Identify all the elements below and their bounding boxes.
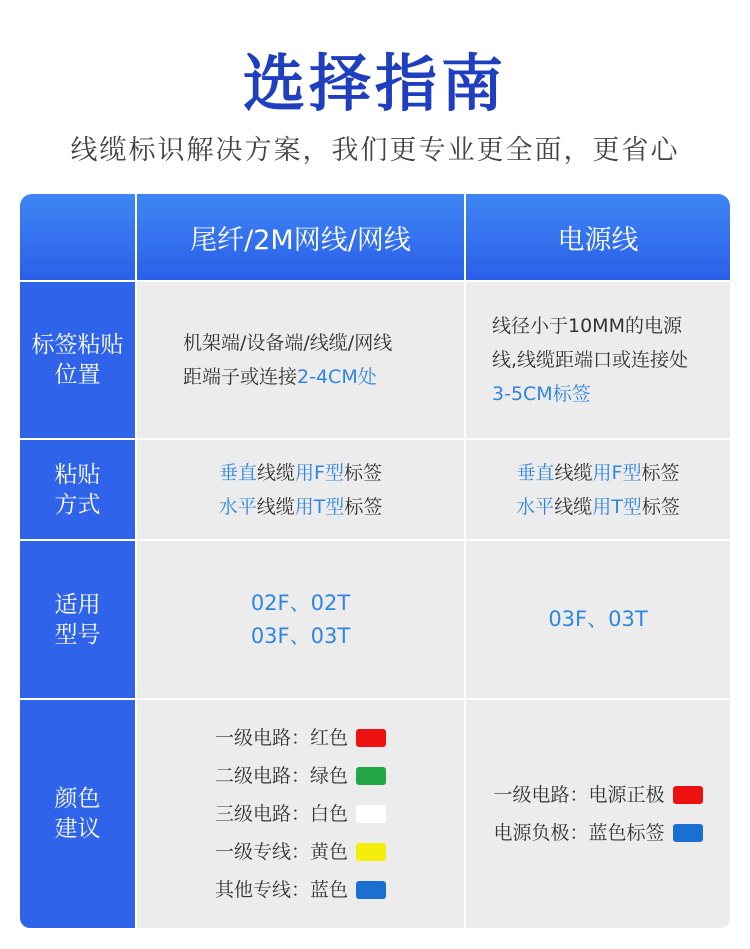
row-label-method — [20, 440, 135, 539]
cell-text — [517, 456, 680, 490]
model-codes: 03F、03T — [250, 623, 351, 648]
color-item — [215, 871, 386, 909]
row-label-line: 建议 — [54, 816, 101, 842]
color-item — [215, 757, 386, 795]
highlight-type: 用T型 — [592, 495, 642, 518]
color-item — [215, 795, 386, 833]
cell-text-part: 线缆 — [554, 495, 593, 518]
cell-colors-fiber — [137, 700, 464, 928]
cell-text-part: 线缆 — [257, 461, 296, 484]
color-item — [493, 776, 702, 814]
red-swatch — [673, 786, 703, 804]
cell-models-fiber — [137, 541, 464, 698]
color-item-label: 三级电路：白色 — [214, 803, 348, 825]
page-subtitle: 线缆标识解决方案，我们更专业更全面，更省心 — [70, 135, 680, 166]
yellow-swatch — [356, 843, 386, 861]
cell-text: 机架端/设备端/线缆/网线 — [183, 332, 393, 354]
cell-text-part: 标签 — [344, 495, 383, 518]
highlight-vertical: 垂直 — [516, 461, 555, 484]
red-swatch — [356, 729, 386, 747]
highlight-horizontal: 水平 — [218, 495, 257, 518]
cell-position-power — [466, 282, 730, 438]
color-item — [493, 814, 702, 852]
highlight-type: 用T型 — [294, 495, 345, 518]
highlight-horizontal: 水平 — [516, 495, 555, 518]
highlight-type: 用F型 — [592, 461, 642, 484]
highlight-vertical: 垂直 — [219, 461, 258, 484]
blue-swatch — [673, 824, 703, 842]
color-item-label: 一级电路：红色 — [214, 727, 348, 749]
cell-text-part: 标签 — [641, 461, 680, 484]
selection-guide-table — [20, 194, 730, 928]
highlight-distance: 3-5CM标签 — [492, 383, 591, 405]
color-item-label: 一级专线：黄色 — [214, 841, 348, 863]
color-item-label: 二级电路：绿色 — [214, 765, 348, 787]
green-swatch — [356, 767, 386, 785]
color-item-label: 其他专线：蓝色 — [214, 879, 348, 901]
cell-text — [219, 490, 383, 524]
highlight-distance: 2-4CM处 — [297, 366, 377, 388]
color-item — [215, 833, 386, 871]
cell-text-part: 距端子或连接 — [183, 366, 298, 388]
cell-text-part: 标签 — [343, 461, 382, 484]
model-codes: 03F、03T — [548, 607, 648, 631]
white-swatch — [356, 805, 386, 823]
cell-text — [183, 360, 377, 394]
page-title: 选择指南 — [242, 47, 507, 120]
cell-text-part: 线缆 — [256, 495, 295, 518]
row-label-models — [20, 541, 135, 698]
color-item — [215, 719, 386, 757]
row-label-line: 标签粘贴 — [31, 332, 124, 358]
color-item-label: 一级电路：电源正极 — [493, 784, 665, 806]
cell-method-power — [466, 440, 730, 539]
row-label-color — [20, 700, 135, 928]
column-header-fiber-network: 尾纤/2M网线/网线 — [137, 194, 464, 280]
row-label-line: 粘贴 — [54, 461, 101, 488]
color-item-label: 电源负极：蓝色标签 — [493, 822, 665, 844]
cell-models-power — [466, 541, 730, 698]
row-label-line: 型号 — [54, 621, 101, 648]
row-label-line: 适用 — [54, 591, 101, 618]
row-label-line: 位置 — [54, 362, 101, 388]
cell-text: 线,线缆距端口或连接处 — [492, 349, 689, 371]
row-label-position — [20, 282, 135, 438]
cell-text-part: 标签 — [641, 495, 680, 518]
cell-colors-power — [466, 700, 730, 928]
cell-position-fiber — [137, 282, 464, 438]
table-header-corner — [20, 194, 135, 280]
cell-text-part: 线缆 — [554, 461, 593, 484]
cell-text — [516, 490, 680, 524]
row-label-line: 方式 — [54, 491, 101, 518]
cell-text — [219, 456, 382, 490]
highlight-type: 用F型 — [295, 461, 344, 484]
blue-swatch — [356, 881, 386, 899]
cell-text: 线径小于10MM的电源 — [492, 315, 682, 337]
row-label-line: 颜色 — [54, 786, 101, 812]
column-header-power-cable: 电源线 — [466, 194, 730, 280]
model-codes: 02F、02T — [250, 590, 351, 615]
cell-method-fiber — [137, 440, 464, 539]
